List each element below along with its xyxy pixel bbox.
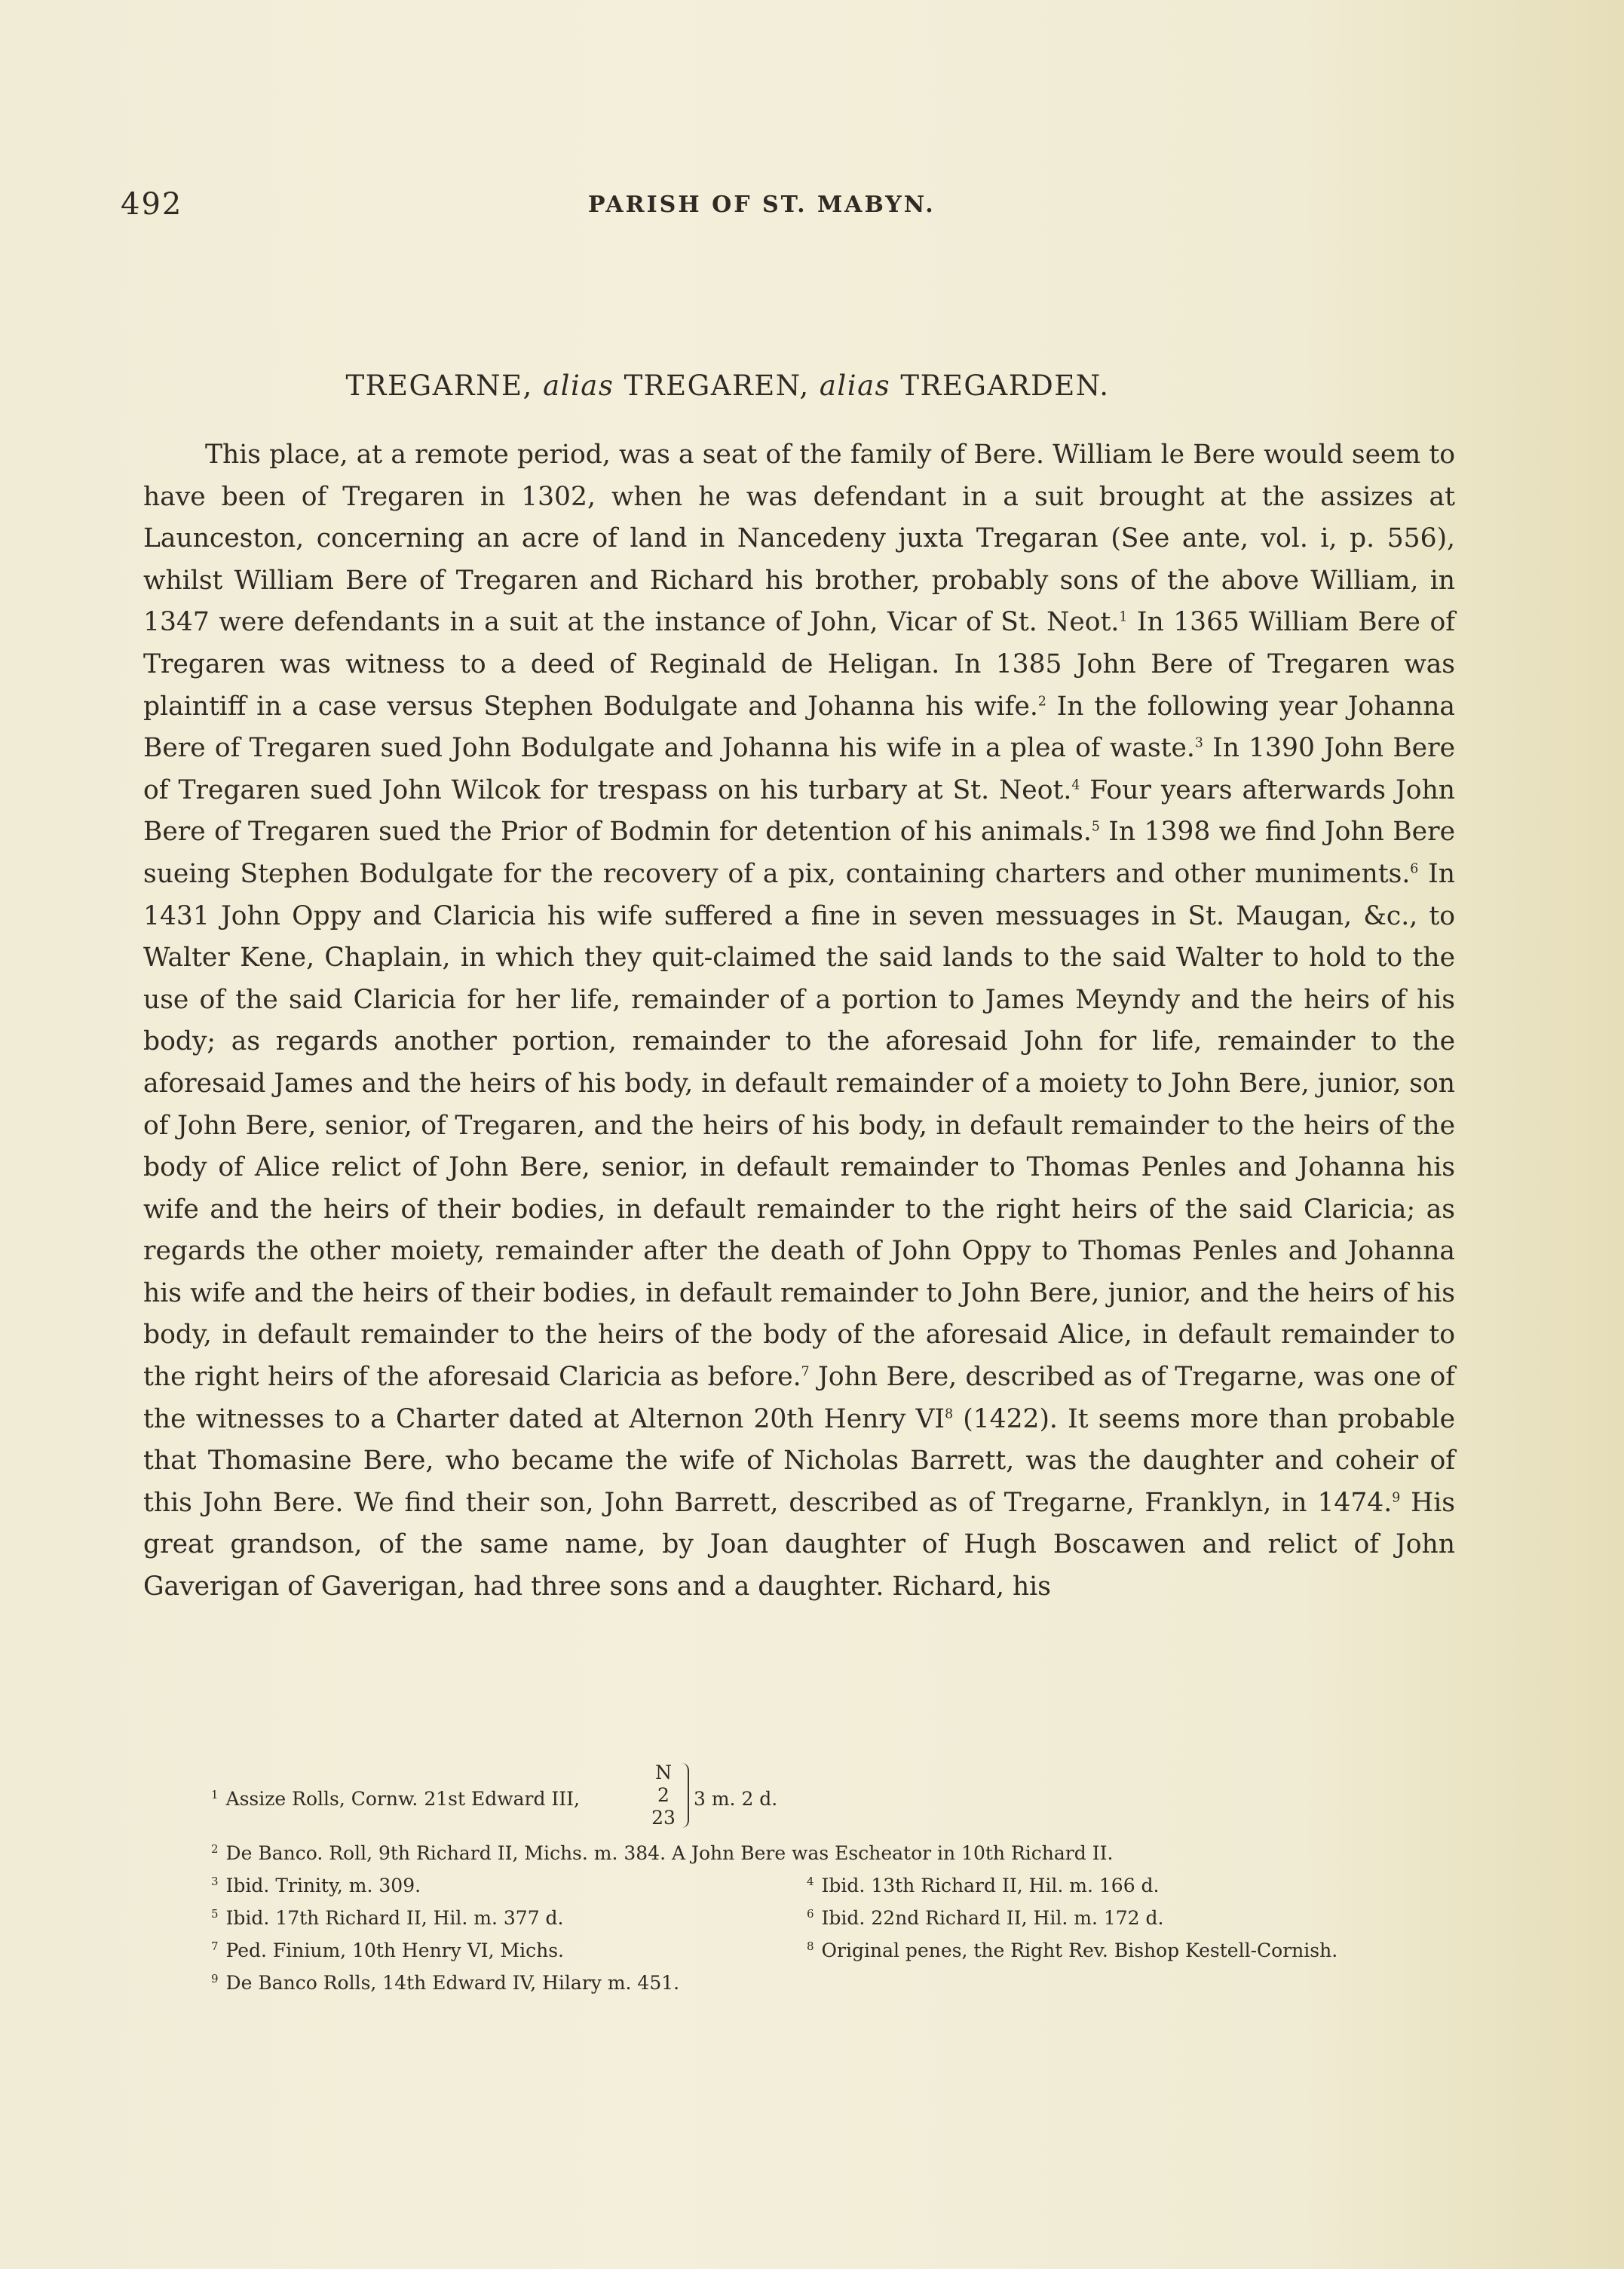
footnote-number: 3: [211, 1874, 219, 1888]
footnote-2: [211, 1837, 1463, 1869]
footnote-marker: 9: [1392, 1490, 1401, 1506]
section-title-part: TREGARDEN.: [890, 369, 1110, 402]
footnote-text: Assize Rolls, Cornw. 21st Edward III,: [225, 1788, 580, 1810]
footnote-row: [211, 1934, 1463, 1967]
footnote-number: 2: [211, 1841, 219, 1856]
section-title: [121, 369, 1334, 402]
footnote-number: 4: [807, 1874, 814, 1888]
footnote-number: 7: [211, 1939, 219, 1953]
footnote-marker: 2: [1037, 694, 1046, 710]
body-sentence: In the following year Johanna Bere of Tregaren sued John Bodulgate and Johanna his wife in a plea of waste.: [143, 691, 1456, 764]
footnote-9: [211, 1967, 1463, 1999]
body-sentence: (1422). It seems more than probable that Thomasine Bere, who became the wife of Nicholas Barrett, was the daughter and coheir of this John Bere. We find their son, John Barrett, described as of Tregarne, Franklyn, in 1474.: [143, 1403, 1455, 1518]
footnote-5: [211, 1902, 564, 1934]
running-title: PARISH OF ST. MABYN.: [588, 192, 936, 218]
footnote-marker: 5: [1091, 819, 1100, 835]
footnote-3: [211, 1869, 421, 1902]
footnote-number: 8: [807, 1939, 814, 1953]
section-title-part: TREGARNE,: [345, 369, 544, 402]
section-title-alias: alias: [819, 369, 891, 402]
running-head: [121, 187, 1455, 232]
footnote-marker: 7: [801, 1364, 810, 1380]
footnote-text: Ibid. Trinity, m. 309.: [225, 1875, 421, 1896]
footnote-6: [807, 1902, 1163, 1934]
footnotes: [211, 1762, 1463, 1999]
section-title-alias: alias: [543, 369, 614, 402]
body-sentence: In 1390 John Bere of Tregaren sued John Wilcok for trespass on his turbary at St. Neot.: [143, 733, 1456, 805]
footnote-number: 6: [807, 1906, 814, 1921]
footnote-4: [807, 1869, 1160, 1902]
footnote-7: [211, 1934, 564, 1967]
footnote-marker: 3: [1194, 735, 1203, 751]
brace: [682, 1763, 689, 1828]
roll-reference-top: N: [655, 1762, 672, 1783]
body-sentence: In 1398 we find John Bere sueing Stephen Bodulgate for the recovery of a pix, containing charters and other muniments.: [143, 817, 1455, 889]
footnote-text: De Banco. Roll, 9th Richard II, Michs. m. 384. A John Bere was Escheator in 10th Richard II.: [225, 1842, 1114, 1864]
footnote-text: Original penes, the Right Rev. Bishop Kestell-Cornish.: [821, 1939, 1338, 1961]
footnote-text: Ibid. 13th Richard II, Hil. m. 166 d.: [821, 1875, 1160, 1896]
footnote-marker: 8: [945, 1406, 954, 1422]
footnote-8: [807, 1934, 1338, 1967]
footnote-text: Ped. Finium, 10th Henry VI, Michs.: [225, 1939, 564, 1961]
body-sentence: In 1365 William Bere of Tregaren was witness to a deed of Reginald de Heligan. In 1385 John Bere of Tregaren was plaintiff in a case versus Stephen Bodulgate and Johanna his wife.: [143, 607, 1455, 722]
footnote-tail: 3 m. 2 d.: [694, 1788, 778, 1810]
body-sentence: John Bere, described as of Tregarne, was one of the witnesses to a Charter dated at Alternon 20th Henry VI: [143, 1362, 1455, 1434]
footnote-number: 5: [211, 1906, 219, 1921]
body-sentence: His great grandson, of the same name, by Joan daughter of Hugh Boscawen and relict of John Gaverigan of Gaverigan, had three sons and a daughter. Richard, his: [143, 1487, 1456, 1602]
footnote-marker: 4: [1071, 777, 1080, 793]
page-number: 492: [121, 187, 183, 222]
roll-reference-mid: 2: [657, 1784, 670, 1806]
footnote-number: 9: [211, 1971, 219, 1985]
footnote-marker: 1: [1119, 609, 1128, 625]
footnote-row: [211, 1902, 1463, 1934]
roll-reference-stack: [648, 1762, 679, 1829]
footnote-text: De Banco Rolls, 14th Edward IV, Hilary m. 451.: [225, 1972, 680, 1994]
body-sentence: Four years afterwards John Bere of Tregaren sued the Prior of Bodmin for detention of his animals.: [143, 774, 1456, 848]
section-title-part: TREGAREN,: [614, 369, 820, 402]
body-paragraph: [143, 434, 1455, 1608]
footnote-number: 1: [211, 1787, 219, 1801]
footnote-row: [211, 1869, 1463, 1902]
footnote-marker: 6: [1410, 861, 1419, 877]
footnote-text: Ibid. 17th Richard II, Hil. m. 377 d.: [225, 1907, 564, 1929]
body-sentence: This place, at a remote period, was a seat of the family of Bere. William le Bere would seem to have been of Tregaren in 1302, when he was defendant in a suit brought at the assizes at Launceston, concerning an acre of land in Nancedeny juxta Tregaran (See ante, vol. i, p. 556), whilst William Bere of Tregaren and Richard his brother, probably sons of the above William, in 1347 were defendants in a suit at the instance of John, Vicar of St. Neot.: [143, 440, 1455, 638]
roll-reference-bottom: 23: [651, 1807, 676, 1829]
footnote-text: Ibid. 22nd Richard II, Hil. m. 172 d.: [821, 1907, 1164, 1929]
footnote-1: [211, 1762, 1463, 1837]
body-sentence: In 1431 John Oppy and Claricia his wife suffered a fine in seven messuages in St. Maugan, &c., to Walter Kene, Chaplain, in which they quit-claimed the said lands to the said Walter to hold to the use of the said Claricia for her life, remainder of a portion to James Meyndy and the heirs of his body; as regards another portion, remainder to the aforesaid John for life, remainder to the aforesaid James and the heirs of his body, in default remainder of a moiety to John Bere, junior, son of John Bere, senior, of Tregaren, and the heirs of his body, in default remainder to the heirs of the body of Alice relict of John Bere, senior, in default remainder to Thomas Penles and Johanna his wife and the heirs of their bodies, in default remainder to the right heirs of the said Claricia; as regards the other moiety, remainder after the death of John Oppy to Thomas Penles and Johanna his wife and the heirs of their bodies, in default remainder to John Bere, junior, and the heirs of his body, in default remainder to the heirs of the body of the aforesaid Alice, in default remainder to the right heirs of the aforesaid Claricia as before.: [143, 858, 1455, 1393]
